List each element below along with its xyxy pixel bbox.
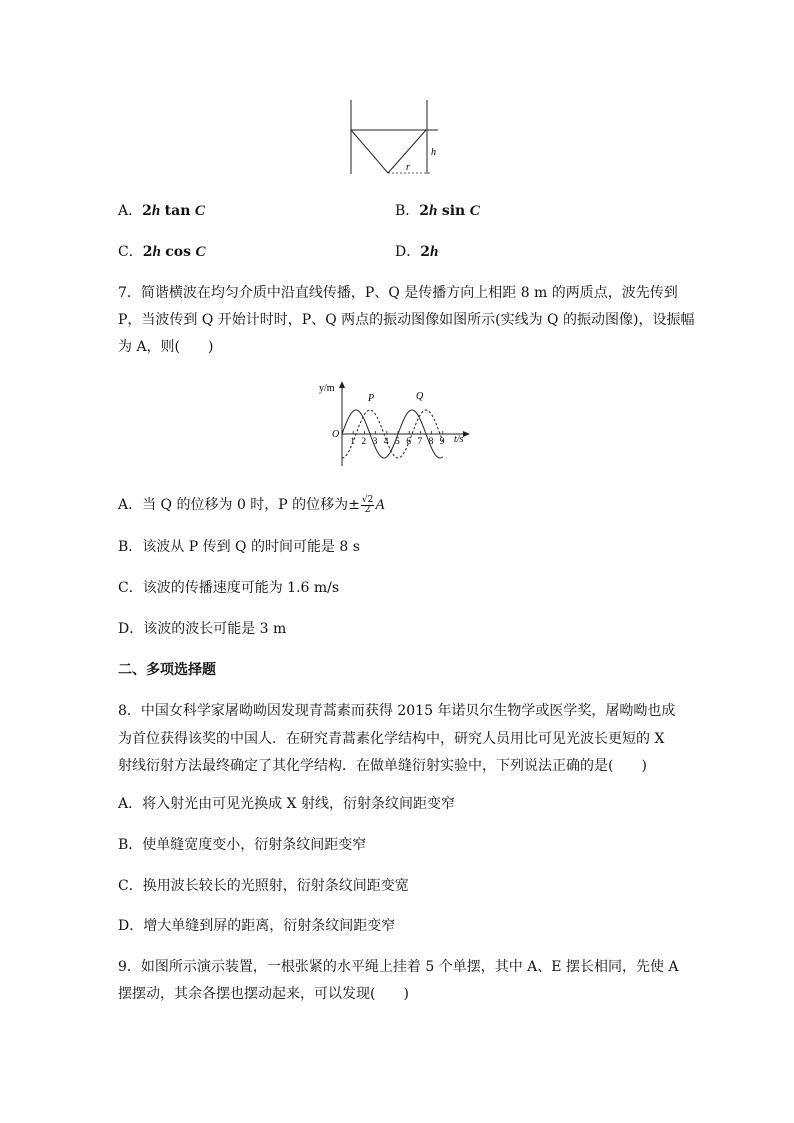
q7-option-c: C．该波的传播速度可能为 1.6 m/s [118,580,340,596]
q6-option-b: B．2h sin C [395,203,480,219]
q8-option-a: A．将入射光由可见光换成 X 射线，衍射条纹间距变窄 [118,796,455,812]
tick-label: 4 [383,437,389,447]
q7-option-d: D．该波的波长可能是 3 m [118,621,287,637]
q6-option-c: C．2h cos C [118,244,206,260]
tick-label: 8 [428,437,434,447]
vibration-graph [315,378,475,470]
q7-option-b: B．该波从 P 传到 Q 的时间可能是 8 s [118,539,360,555]
tick-label: 2 [361,437,367,447]
q8-stem-line3: 射线衍射方法最终确定了其化学结构．在做单缝衍射实验中，下列说法正确的是( ) [118,758,647,774]
q7-stem-line3: 为 A，则( ) [118,339,214,355]
q8-stem-line1: 8．中国女科学家屠呦呦因发现青蒿素而获得 2015 年诺贝尔生物学或医学奖，屠呦呦也成 [118,703,676,719]
radius-label: r [406,162,410,173]
x-axis-label: t/s [454,434,464,445]
section-title-multiple-choice: 二、多项选择题 [118,662,216,678]
q6-option-d: D．2h [395,244,439,260]
origin-label: O [332,429,340,440]
tick-label: 5 [395,437,400,447]
q9-stem-line2: 摆摆动，其余各摆也摆动起来，可以发现( ) [118,986,409,1002]
q7-option-a: A．当 Q 的位移为 0 时，P 的位移为± $\frac{√2}{2}$ A [118,494,385,515]
y-axis-label: y/m [319,383,335,394]
figure-light-path [340,98,450,178]
tick-label: 9 [439,437,445,447]
q8-option-b: B．使单缝宽度变小，衍射条纹间距变窄 [118,837,367,853]
tick-label: 7 [417,437,423,447]
tick-label: 3 [372,437,378,447]
curve-label-q: Q [416,391,424,402]
curve-label-p: P [368,393,375,404]
q8-stem-line2: 为首位获得该奖的中国人．在研究青蒿素化学结构中，研究人员用比可见光波长更短的 X [118,731,665,747]
q8-option-d: D．增大单缝到屏的距离，衍射条纹间距变窄 [118,918,396,934]
height-label: h [431,147,436,158]
tick-label: 6 [406,437,411,447]
q8-option-c: C．换用波长较长的光照射，衍射条纹间距变宽 [118,878,409,894]
tick-label: 1 [350,437,355,447]
q6-option-a: A．2h tan C [118,203,205,219]
q7-stem-line2: P，当波传到 Q 开始计时时，P、Q 两点的振动图像如图所示(实线为 Q 的振动图像)，设振幅 [118,312,695,328]
q7-stem-line1: 7．简谐横波在均匀介质中沿直线传播，P、Q 是传播方向上相距 8 m 的两质点，波先传到 [118,285,678,301]
q9-stem-line1: 9．如图所示演示装置，一根张紧的水平绳上挂着 5 个单摆，其中 A、E 摆长相同，先使 A [118,959,679,975]
